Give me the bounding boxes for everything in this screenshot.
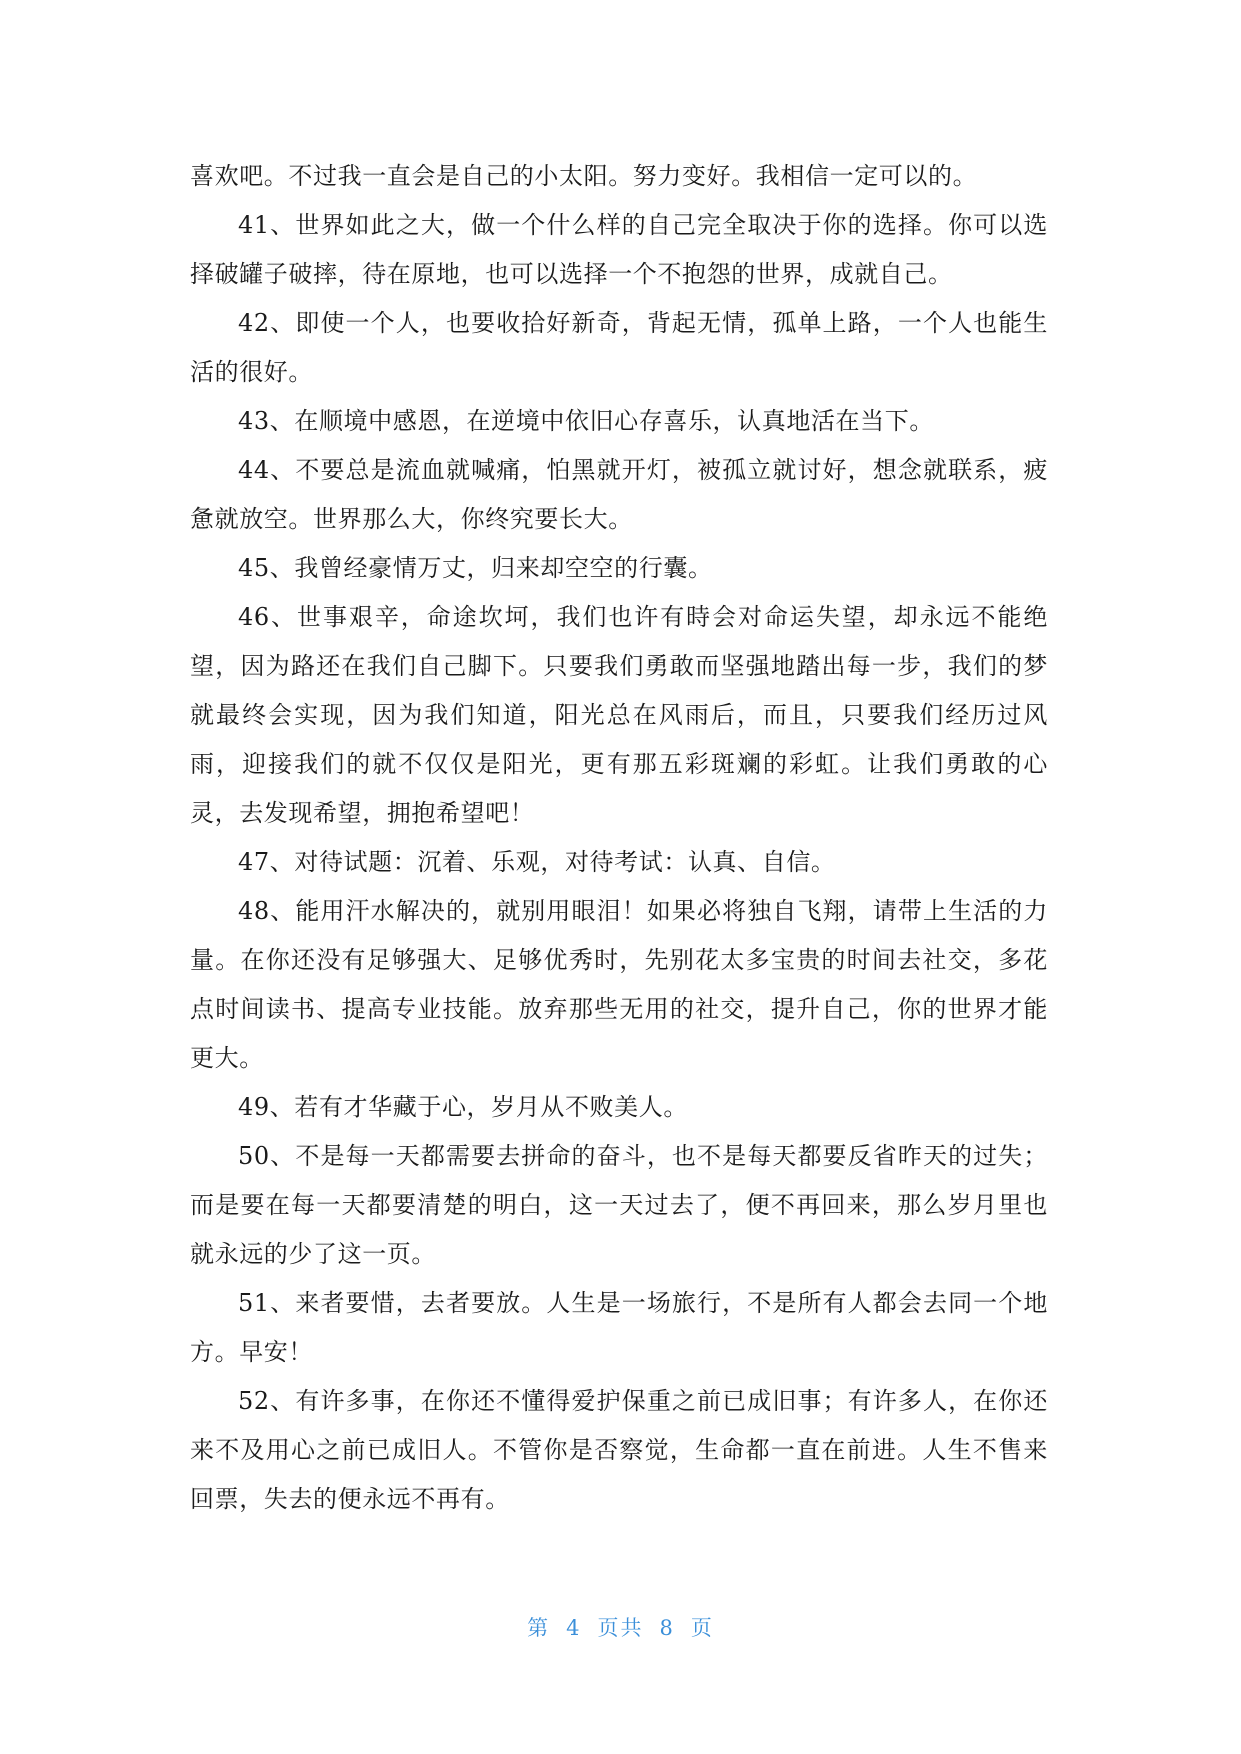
paragraph-50: 50、不是每一天都需要去拼命的奋斗，也不是每天都要反省昨天的过失；而是要在每一天都要清楚的明白，这一天过去了，便不再回来，那么岁月里也就永远的少了这一页。 bbox=[190, 1142, 1048, 1268]
paragraph-52: 52、有许多事，在你还不懂得爱护保重之前已成旧事；有许多人，在你还来不及用心之前已成旧人。不管你是否察觉，生命都一直在前进。人生不售来回票，失去的便永远不再有。 bbox=[190, 1387, 1048, 1513]
paragraph-43: 43、在顺境中感恩，在逆境中依旧心存喜乐，认真地活在当下。 bbox=[238, 407, 934, 435]
paragraph-continuation: 喜欢吧。不过我一直会是自己的小太阳。努力变好。我相信一定可以的。 bbox=[190, 162, 978, 190]
paragraph-48: 48、能用汗水解决的，就别用眼泪！如果必将独自飞翔，请带上生活的力量。在你还没有足够强大、足够优秀时，先别花太多宝贵的时间去社交，多花点时间读书、提高专业技能。放弃那些无用的社交，提升自己，你的世界才能更大。 bbox=[190, 897, 1048, 1072]
footer-prefix: 第 bbox=[527, 1616, 551, 1640]
page-footer bbox=[0, 1612, 1241, 1642]
footer-suffix: 页 bbox=[690, 1616, 714, 1640]
document-body bbox=[190, 152, 1048, 1524]
paragraph-45: 45、我曾经豪情万丈，归来却空空的行囊。 bbox=[238, 554, 713, 582]
paragraph-47: 47、对待试题：沉着、乐观，对待考试：认真、自信。 bbox=[238, 848, 836, 876]
paragraph-49: 49、若有才华藏于心，岁月从不败美人。 bbox=[238, 1093, 688, 1121]
footer-total-pages: 8 bbox=[659, 1616, 675, 1640]
paragraph-44: 44、不要总是流血就喊痛，怕黑就开灯，被孤立就讨好，想念就联系，疲惫就放空。世界那么大，你终究要长大。 bbox=[190, 456, 1048, 533]
paragraph-46: 46、世事艰辛，命途坎坷，我们也许有時会对命运失望，却永远不能绝望，因为路还在我们自己脚下。只要我们勇敢而坚强地踏出每一步，我们的梦就最终会实现，因为我们知道，阳光总在风雨后，而且，只要我们经历过风雨，迎接我们的就不仅仅是阳光，更有那五彩斑斓的彩虹。让我们勇敢的心灵，去发现希望，拥抱希望吧！ bbox=[190, 603, 1048, 827]
footer-middle: 页共 bbox=[597, 1616, 644, 1640]
paragraph-42: 42、即使一个人，也要收拾好新奇，背起无情，孤单上路，一个人也能生活的很好。 bbox=[190, 309, 1048, 386]
paragraph-41: 41、世界如此之大，做一个什么样的自己完全取决于你的选择。你可以选择破罐子破摔，待在原地，也可以选择一个不抱怨的世界，成就自己。 bbox=[190, 211, 1048, 288]
footer-current-page: 4 bbox=[566, 1616, 582, 1640]
paragraph-51: 51、来者要惜，去者要放。人生是一场旅行，不是所有人都会去同一个地方。早安！ bbox=[190, 1289, 1048, 1366]
